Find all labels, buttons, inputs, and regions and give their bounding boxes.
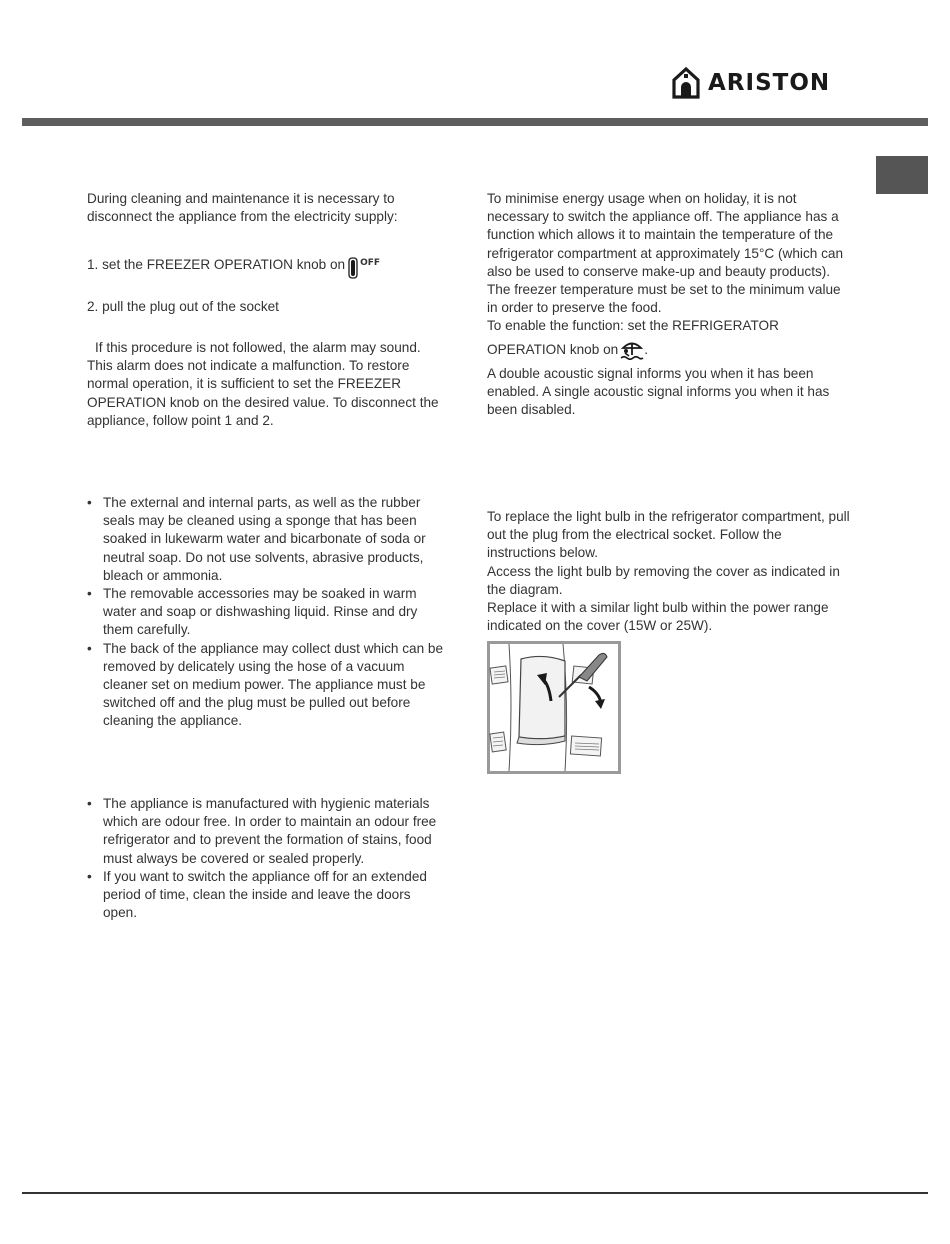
language-tab [876,156,928,194]
list-item: • The back of the appliance may collect dust which can be removed by delicately using the hose of a vacuum cleaner set on medium power. The appliance must be switched off and the plug must be pulled out before cleaning the appliance. [87,640,447,731]
list-item: • The removable accessories may be soaked in warm water and soap or dishwashing liquid. Rinse and dry them carefully. [87,585,447,640]
light-bulb-section [487,508,852,635]
light-cover-removal-diagram [487,641,621,774]
odour-list [87,795,447,922]
footer-rule [22,1192,928,1194]
maintenance-intro: During cleaning and maintenance it is necessary to disconnect the appliance from the electricity supply: [87,191,398,225]
off-symbol-icon: OFF [348,254,380,279]
holiday-text: To minimise energy usage when on holiday, it is not necessary to switch the appliance off. The appliance has a function which allows it to maintain the temperature of the refrigerator compartment at approximately 15°C (which can also be used to conserve make-up and beauty products). The freezer temperature must be set to the minimum value in order to preserve the food. [487,191,843,316]
holiday-umbrella-icon [620,340,644,365]
brand-name: ARISTON [708,70,831,96]
holiday-enable-line2: OPERATION knob on . [487,340,852,365]
header-bar [22,118,928,126]
light-bulb-text-3: Replace it with a similar light bulb within the power range indicated on the cover (15W or 25W). [487,600,829,634]
list-item: • The external and internal parts, as well as the rubber seals may be cleaned using a sponge that has been soaked in lukewarm water and bicarbonate of soda or neutral soap. Do not use solvents, abrasive products, bleach or ammonia. [87,494,447,585]
list-item: • If you want to switch the appliance off for an extended period of time, clean the inside and leave the doors open. [87,868,447,923]
holiday-enable-line1: To enable the function: set the REFRIGERATOR [487,318,779,334]
list-item: • The appliance is manufactured with hygienic materials which are odour free. In order to maintain an odour free refrigerator and to prevent the formation of stains, food must always be covered or sealed properly. [87,795,447,868]
light-bulb-text-2: Access the light bulb by removing the cover as indicated in the diagram. [487,563,840,597]
maintenance-step-2: 2. pull the plug out of the socket [87,299,279,314]
maintenance-step-1: 1. set the FREEZER OPERATION knob on $^{OFF}$ [87,254,447,279]
holiday-section [487,190,852,419]
maintenance-note: If this procedure is not followed, the alarm may sound. This alarm does not indicate a malfunction. To restore normal operation, it is sufficient to set the FREEZER OPERATION knob on the desired value. To disconnect the appliance, follow point 1 and 2. [87,340,439,428]
light-bulb-text-1: To replace the light bulb in the refrigerator compartment, pull out the plug from the electrical socket. Follow the instructions below. [487,509,850,561]
cleaning-list [87,494,447,731]
holiday-signal-text: A double acoustic signal informs you when it has been enabled. A single acoustic signal informs you when it has been disabled. [487,365,830,418]
brand-logo [672,66,830,100]
house-icon [672,67,700,99]
